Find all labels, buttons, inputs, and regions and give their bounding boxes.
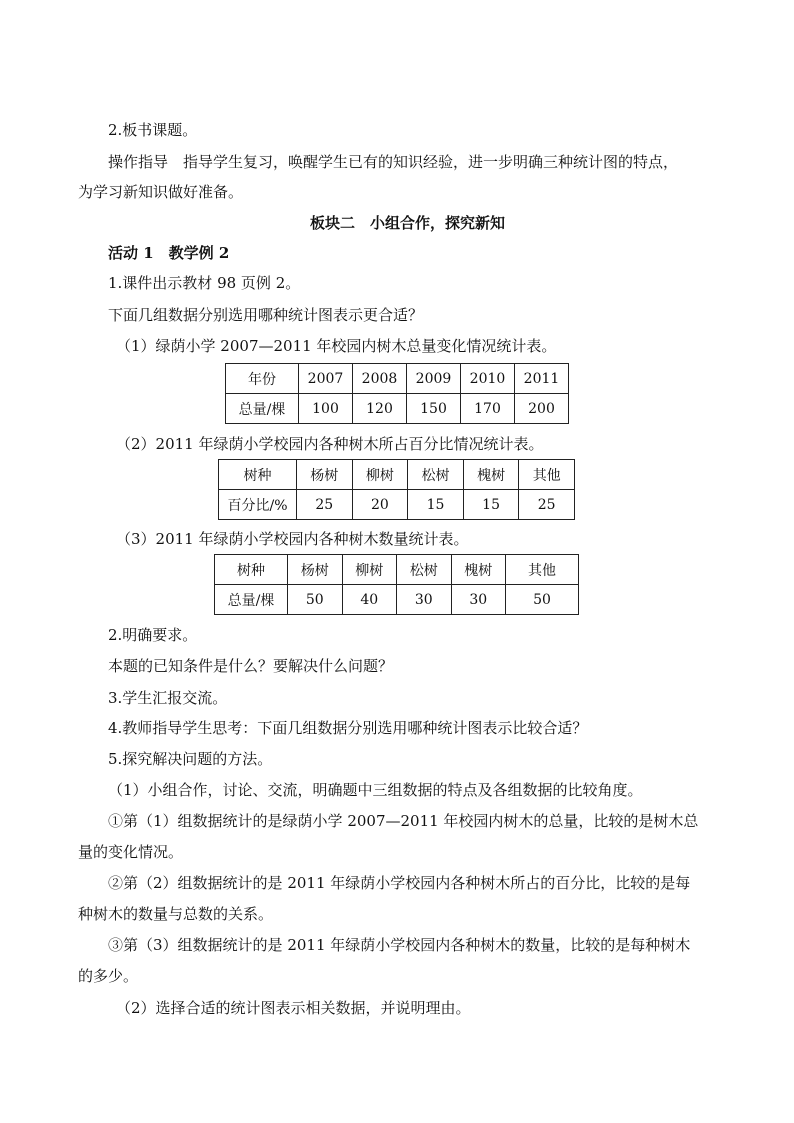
trees-count-table (214, 554, 579, 615)
table-cell: 25 (519, 490, 575, 520)
text-line: 2.明确要求。 (108, 626, 198, 644)
table-cell: 2007 (299, 364, 353, 394)
text-line: ①第（1）组数据统计的是绿荫小学 2007—2011 年校园内树木的总量，比较的是树木总 (108, 812, 699, 830)
table-cell: 100 (299, 394, 353, 424)
text-line: 4.教师指导学生思考：下面几组数据分别选用哪种统计图表示比较合适？ (108, 719, 588, 737)
text-line: 2.板书课题。 (108, 121, 198, 139)
table-cell: 树种 (219, 460, 297, 490)
table-caption: （3）2011 年绿荫小学校园内各种树木数量统计表。 (116, 530, 469, 548)
table-cell: 松树 (397, 555, 452, 585)
table-cell: 25 (297, 490, 353, 520)
table-cell: 其他 (519, 460, 575, 490)
trees-total-table (225, 363, 569, 424)
section-title: 板块二 小组合作，探究新知 (310, 214, 506, 232)
table-cell: 年份 (226, 364, 299, 394)
table-cell: 120 (353, 394, 407, 424)
table-cell: 树种 (215, 555, 288, 585)
table-cell: 2010 (461, 364, 515, 394)
table-row (215, 555, 579, 585)
table-cell: 槐树 (451, 555, 506, 585)
table-cell: 2009 (407, 364, 461, 394)
table-row (219, 490, 575, 520)
text-line: 种树木的数量与总数的关系。 (78, 905, 274, 923)
table-row (219, 460, 575, 490)
table-cell: 15 (408, 490, 464, 520)
table-cell: 150 (407, 394, 461, 424)
text-line: 本题的已知条件是什么？要解决什么问题？ (108, 657, 394, 675)
table-cell: 杨树 (297, 460, 353, 490)
table-cell: 总量/棵 (226, 394, 299, 424)
table-cell: 15 (463, 490, 519, 520)
text-line: ②第（2）组数据统计的是 2011 年绿荫小学校园内各种树木所占的百分比，比较的是每 (108, 874, 691, 892)
trees-percent-table (218, 459, 575, 520)
text-line: 操作指导 指导学生复习，唤醒学生已有的知识经验，进一步明确三种统计图的特点， (108, 153, 679, 171)
table-cell: 20 (352, 490, 408, 520)
table-cell: 50 (288, 585, 343, 615)
text-line: 量的变化情况。 (78, 843, 184, 861)
question-text: 下面几组数据分别选用哪种统计图表示更合适？ (108, 306, 424, 324)
table-cell: 柳树 (342, 555, 397, 585)
table-cell: 柳树 (352, 460, 408, 490)
table-row (215, 585, 579, 615)
table-row (226, 394, 569, 424)
table-cell: 松树 (408, 460, 464, 490)
activity-heading: 活动 1 教学例 2 (108, 244, 230, 262)
table-cell: 40 (342, 585, 397, 615)
table-cell: 百分比/% (219, 490, 297, 520)
table-caption: （2）2011 年绿荫小学校园内各种树木所占百分比情况统计表。 (116, 435, 544, 453)
table-cell: 2011 (515, 364, 569, 394)
text-line: 1.课件出示教材 98 页例 2。 (108, 274, 301, 292)
table-cell: 50 (506, 585, 579, 615)
table-cell: 30 (397, 585, 452, 615)
text-line: 3.学生汇报交流。 (108, 689, 228, 707)
text-line: ③第（3）组数据统计的是 2011 年绿荫小学校园内各种树木的数量，比较的是每种树木 (108, 936, 691, 954)
text-line: 的多少。 (78, 967, 139, 985)
table-cell: 槐树 (463, 460, 519, 490)
table-cell: 其他 (506, 555, 579, 585)
table-row (226, 364, 569, 394)
table-cell: 170 (461, 394, 515, 424)
table-cell: 2008 (353, 364, 407, 394)
table-cell: 30 (451, 585, 506, 615)
table-caption: （1）绿荫小学 2007—2011 年校园内树木总量变化情况统计表。 (116, 337, 557, 355)
table-cell: 200 (515, 394, 569, 424)
text-line: （2）选择合适的统计图表示相关数据，并说明理由。 (116, 999, 471, 1017)
text-line: 为学习新知识做好准备。 (78, 183, 244, 201)
table-cell: 杨树 (288, 555, 343, 585)
table-cell: 总量/棵 (215, 585, 288, 615)
text-line: 5.探究解决问题的方法。 (108, 750, 273, 768)
text-line: （1）小组合作，讨论、交流，明确题中三组数据的特点及各组数据的比较角度。 (108, 781, 643, 799)
